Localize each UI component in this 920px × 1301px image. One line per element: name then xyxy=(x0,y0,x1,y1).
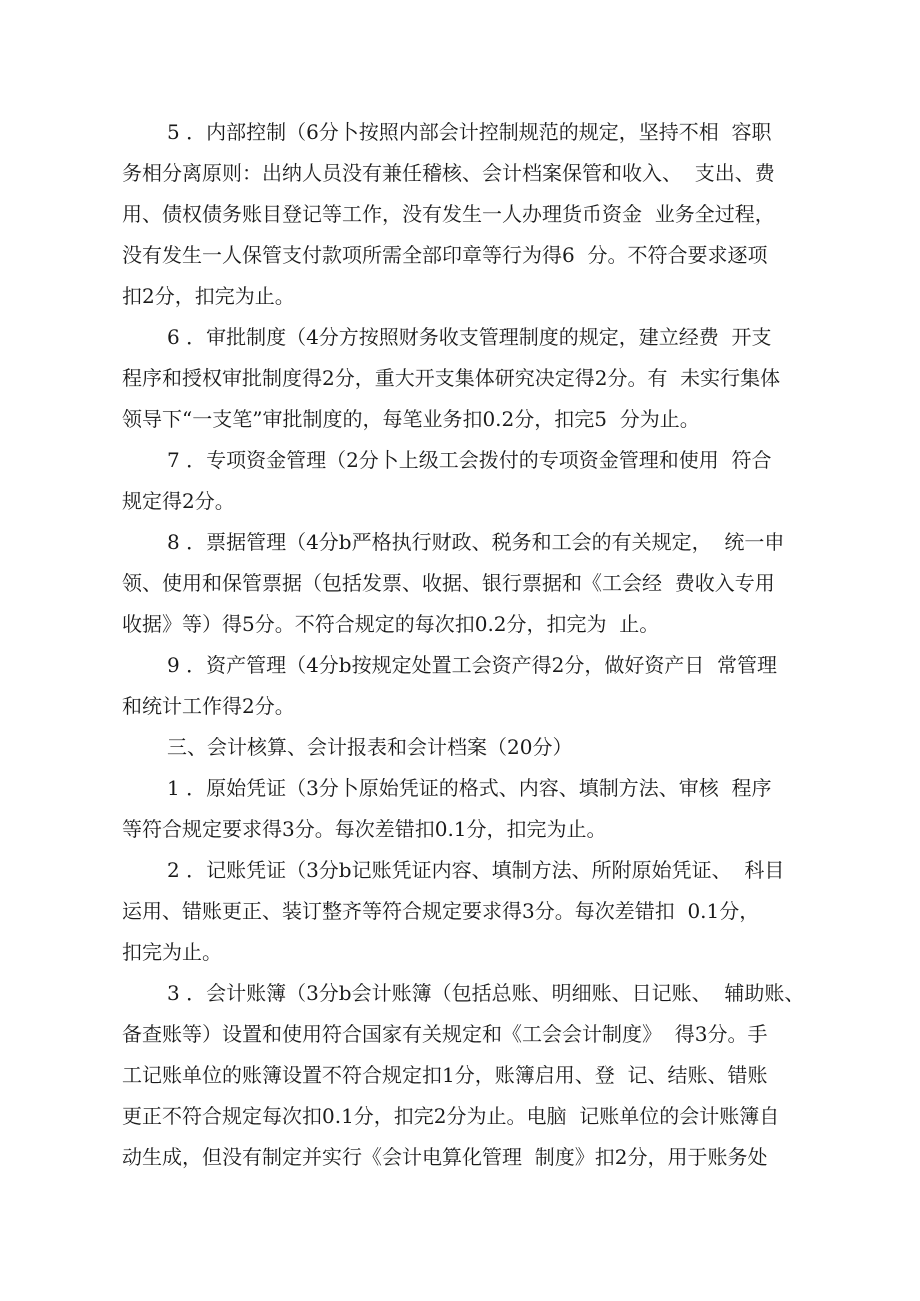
text-line: 更正不符合规定每次扣0.1分，扣完2分为止。电脑 记账单位的会计账簿自 xyxy=(122,1104,780,1128)
text-line: 运用、错账更正、装订整齐等符合规定要求得3分。每次差错扣 0.1分， xyxy=(122,899,760,923)
text-line: 领、使用和保管票据（包括发票、收据、银行票据和《工会经 费收入专用 xyxy=(122,571,775,595)
text-line: 收据》等）得5分。不符合规定的每次扣0.2分，扣完为 止。 xyxy=(122,612,660,636)
text-line: 备查账等）设置和使用符合国家有关规定和《工会会计制度》 得3分。手 xyxy=(122,1022,768,1046)
text-line: 领导下“一支笔”审批制度的，每笔业务扣0.2分，扣完5 分为止。 xyxy=(122,407,700,431)
text-line: 动生成，但没有制定并实行《会计电算化管理 制度》扣2分，用于账务处 xyxy=(122,1145,768,1169)
section-heading: 三、会计核算、会计报表和会计档案（20分） xyxy=(167,735,573,759)
text-line: 3 ．会计账簿（3分b会计账簿（包括总账、明细账、日记账、 辅助账、 xyxy=(167,981,805,1005)
text-line: 用、债权债务账目登记等工作，没有发生一人办理货币资金 业务全过程， xyxy=(122,202,775,226)
text-line: 务相分离原则：出纳人员没有兼任稽核、会计档案保管和收入、 支出、费 xyxy=(122,161,775,185)
text-line: 没有发生一人保管支付款项所需全部印章等行为得6 分。不符合要求逐项 xyxy=(122,243,768,267)
text-line: 6 ．审批制度（4分方按照财务收支管理制度的规定，建立经费 开支 xyxy=(167,325,772,349)
text-line: 和统计工作得2分。 xyxy=(122,694,295,718)
text-line: 1 ．原始凭证（3分卜原始凭证的格式、内容、填制方法、审核 程序 xyxy=(167,776,772,800)
text-line: 工记账单位的账簿设置不符合规定扣1分，账簿启用、登 记、结账、错账 xyxy=(122,1063,768,1087)
text-line: 扣完为止。 xyxy=(122,940,222,964)
text-line: 5 ．内部控制（6分卜按照内部会计控制规范的规定，坚持不相 容职 xyxy=(167,120,772,144)
text-line: 等符合规定要求得3分。每次差错扣0.1分，扣完为止。 xyxy=(122,817,607,841)
text-line: 2 ．记账凭证（3分b记账凭证内容、填制方法、所附原始凭证、 科目 xyxy=(167,858,785,882)
text-line: 9 ．资产管理（4分b按规定处置工会资产得2分，做好资产日 常管理 xyxy=(167,653,778,677)
text-line: 8 ．票据管理（4分b严格执行财政、税务和工会的有关规定， 统一申 xyxy=(167,530,785,554)
text-line: 7 ．专项资金管理（2分卜上级工会拨付的专项资金管理和使用 符合 xyxy=(167,448,772,472)
text-line: 程序和授权审批制度得2分，重大开支集体研究决定得2分。有 未实行集体 xyxy=(122,366,781,390)
text-line: 规定得2分。 xyxy=(122,489,235,513)
text-line: 扣2分，扣完为止。 xyxy=(122,284,295,308)
